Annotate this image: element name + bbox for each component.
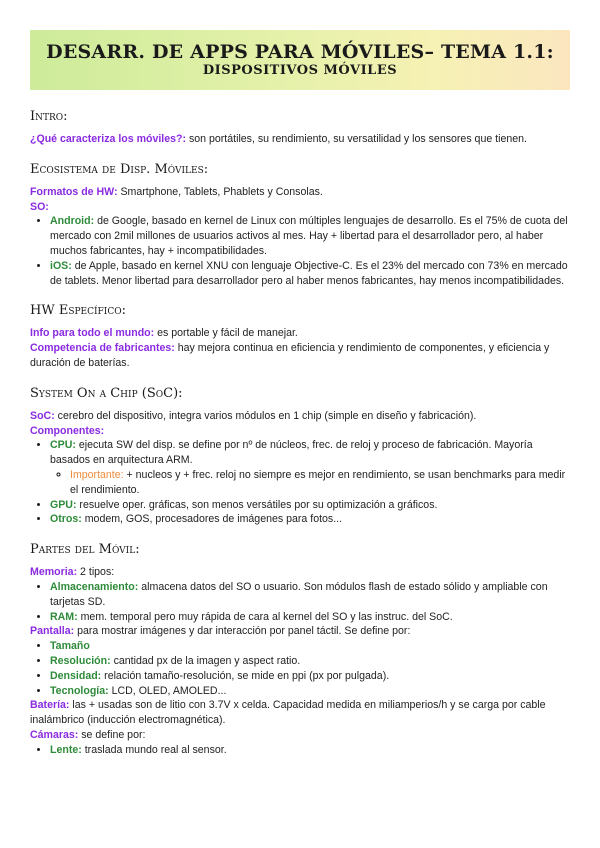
densidad-label: Densidad: bbox=[50, 669, 102, 682]
memoria-line bbox=[30, 565, 575, 580]
list-item-gpu bbox=[50, 498, 575, 513]
list-item-tamano bbox=[50, 639, 575, 654]
intro-question-text: son portátiles, su rendimiento, su versatilidad y los sensores que tienen. bbox=[186, 133, 527, 145]
lente-label: Lente: bbox=[50, 743, 82, 756]
title-banner bbox=[30, 30, 570, 90]
list-item-cpu bbox=[50, 438, 575, 497]
list-item-importante bbox=[70, 468, 575, 498]
competencia-line bbox=[30, 341, 575, 371]
page-subtitle: DISPOSITIVOS MÓVILES bbox=[202, 63, 398, 78]
ios-text: de Apple, basado en kernel XNU con lenguaje Objective-C. Es el 23% del mercado con 73% en mercado de tablets. Menor libertad para desarrollador pero al haber menos fabricantes, hay menos incompatibilidades. bbox=[50, 259, 568, 287]
list-item-densidad bbox=[50, 669, 575, 684]
importante-text: + nucleos y + frec. reloj no siempre es mejor en rendimiento, se usan benchmarks para medir el rendimiento. bbox=[70, 468, 566, 496]
competencia-label: Competencia de fabricantes: bbox=[30, 342, 175, 355]
soc-heading: System On a Chip (SoC): bbox=[30, 385, 183, 401]
page-title: DESARR. DE APPS PARA MÓVILES– TEMA 1.1: bbox=[46, 41, 554, 63]
list-item-otros bbox=[50, 512, 575, 527]
memoria-text: 2 tipos: bbox=[77, 566, 115, 579]
ram-text: mem. temporal pero muy rápida de cara al kernel del SO y las instruc. del SoC. bbox=[77, 610, 453, 623]
almacenamiento-label: Almacenamiento: bbox=[50, 580, 139, 593]
componentes-line bbox=[30, 424, 575, 439]
tamano-label: Tamaño bbox=[50, 640, 90, 653]
cpu-text: ejecuta SW del disp. se define por nº de núcleos, frec. de reloj y proceso de fabricación. Mayoría basados en arquitectura ARM. bbox=[50, 439, 533, 467]
componentes-list bbox=[30, 438, 575, 527]
cpu-label: CPU: bbox=[50, 439, 76, 452]
section-ecosistema bbox=[30, 161, 575, 289]
ram-label: RAM: bbox=[50, 610, 78, 623]
ios-label: iOS: bbox=[50, 259, 72, 272]
formatos-label: Formatos de HW: bbox=[30, 185, 118, 198]
camaras-list bbox=[30, 743, 575, 758]
soc-line bbox=[30, 409, 575, 424]
competencia-text: hay mejora continua en eficiencia y rendimiento de componentes, y eficiencia y duración de baterías. bbox=[30, 342, 550, 369]
pantalla-label: Pantalla: bbox=[30, 625, 75, 638]
cpu-sublist bbox=[50, 468, 575, 498]
notes-content bbox=[30, 108, 575, 772]
camaras-text: se define por: bbox=[78, 728, 146, 741]
info-text: es portable y fácil de manejar. bbox=[154, 327, 298, 340]
so-list bbox=[30, 214, 575, 288]
section-hw bbox=[30, 302, 575, 370]
otros-text: modem, GOS, procesadores de imágenes para fotos... bbox=[81, 513, 343, 526]
memoria-label: Memoria: bbox=[30, 566, 78, 579]
list-item-ios bbox=[50, 259, 575, 289]
camaras-line bbox=[30, 728, 575, 743]
almacenamiento-text: almacena datos del SO o usuario. Son módulos flash de estado sólido y ampliable con tarjetas SD. bbox=[50, 580, 548, 608]
list-item-almacenamiento bbox=[50, 580, 575, 610]
intro-question-label: ¿Qué caracteriza los móviles?: bbox=[30, 133, 187, 145]
bateria-label: Batería: bbox=[30, 699, 70, 712]
intro-heading: Intro: bbox=[30, 109, 68, 124]
list-item-android bbox=[50, 214, 575, 258]
lente-text: traslada mundo real al sensor. bbox=[81, 743, 227, 756]
pantalla-line bbox=[30, 624, 575, 639]
importante-label: Importante: bbox=[70, 468, 124, 481]
list-item-resolucion bbox=[50, 654, 575, 669]
section-intro bbox=[30, 108, 575, 147]
resolucion-label: Resolución: bbox=[50, 654, 111, 667]
pantalla-list bbox=[30, 639, 575, 698]
camaras-label: Cámaras: bbox=[30, 728, 79, 741]
formatos-text: Smartphone, Tablets, Phablets y Consolas. bbox=[117, 185, 323, 198]
android-text: de Google, basado en kernel de Linux con múltiples lenguajes de desarrollo. Es el 75% de cuota del mercado con 2mil millones de usuarios activos al mes. Hay + libertad para el desarrollador pero, al haber muchos fabricantes, hay + incompatibilidades. bbox=[50, 215, 568, 257]
densidad-text: relación tamaño-resolución, se mide en ppi (px por pulgada). bbox=[101, 669, 390, 682]
section-partes bbox=[30, 541, 575, 757]
soc-label: SoC: bbox=[30, 409, 55, 422]
list-item-tecnologia bbox=[50, 684, 575, 699]
pantalla-text: para mostrar imágenes y dar interacción por panel táctil. Se define por: bbox=[74, 625, 411, 638]
formatos-line bbox=[30, 185, 575, 200]
ecosistema-heading: Ecosistema de Disp. Móviles: bbox=[30, 161, 209, 177]
intro-question bbox=[30, 132, 575, 147]
tecnologia-label: Tecnología: bbox=[50, 684, 109, 697]
android-label: Android: bbox=[50, 215, 95, 228]
tecnologia-text: LCD, OLED, AMOLED... bbox=[108, 684, 227, 697]
list-item-lente bbox=[50, 743, 575, 758]
info-line bbox=[30, 326, 575, 341]
componentes-label: Componentes: bbox=[30, 424, 105, 437]
gpu-text: resuelve oper. gráficas, son menos versátiles por su optimización a gráficos. bbox=[76, 498, 438, 511]
gpu-label: GPU: bbox=[50, 498, 77, 511]
bateria-line bbox=[30, 698, 575, 728]
so-label: SO: bbox=[30, 200, 49, 213]
so-line bbox=[30, 200, 575, 215]
list-item-ram bbox=[50, 610, 575, 625]
section-soc bbox=[30, 385, 575, 527]
resolucion-text: cantidad px de la imagen y aspect ratio. bbox=[110, 654, 301, 667]
otros-label: Otros: bbox=[50, 513, 82, 526]
bateria-text: las + usadas son de litio con 3.7V x celda. Capacidad medida en miliamperios/h y se carga por cable inalámbrico (inducción electromagnética). bbox=[30, 699, 546, 727]
partes-heading: Partes del Móvil: bbox=[30, 542, 140, 558]
hw-heading: HW Específico: bbox=[30, 303, 126, 319]
soc-text: cerebro del dispositivo, integra varios módulos en 1 chip (simple en diseño y fabricación). bbox=[54, 409, 477, 422]
memoria-list bbox=[30, 580, 575, 624]
info-label: Info para todo el mundo: bbox=[30, 327, 155, 340]
